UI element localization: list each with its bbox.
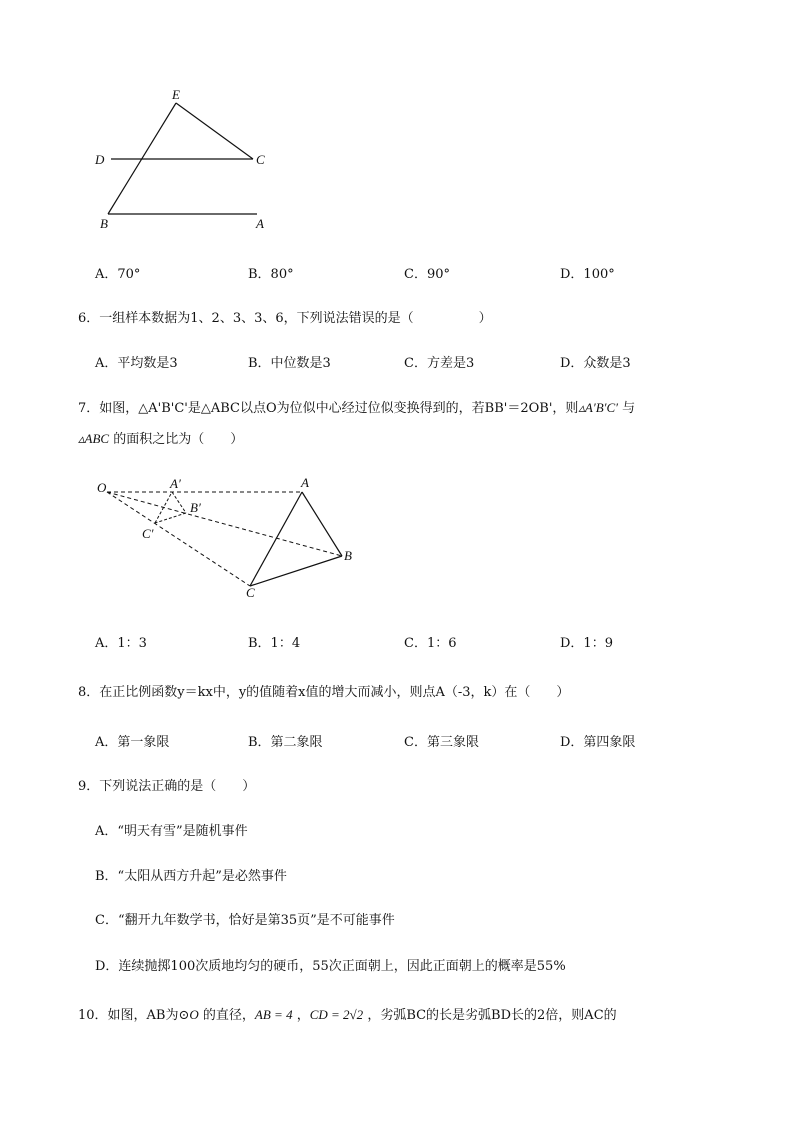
- dash-o-c: [107, 492, 250, 586]
- q5-option-c[interactable]: C．90°: [404, 267, 450, 282]
- label-b-prime: B′: [190, 500, 201, 515]
- label-c: C: [246, 585, 255, 600]
- q7-option-d[interactable]: D．1：9: [560, 636, 613, 651]
- q8-option-a[interactable]: A．第一象限: [95, 735, 170, 750]
- figure-parallel-lines: [0, 0, 794, 240]
- label-a: A: [301, 475, 309, 490]
- dash-o-b: [107, 492, 342, 556]
- q6-option-d[interactable]: D．众数是3: [560, 356, 631, 371]
- q10-circle-o: O: [189, 1007, 199, 1022]
- q8-option-b[interactable]: B．第二象限: [248, 735, 323, 750]
- q9-option-d[interactable]: D．连续抛掷100次质地均匀的硬币，55次正面朝上，因此正面朝上的概率是55%: [95, 959, 566, 974]
- q7-stem-line2: [78, 428, 243, 447]
- q7-stem-line1: [78, 397, 635, 416]
- q10-stem-text-d: ，劣弧BC的长是劣弧BD长的2倍，则AC的: [363, 1008, 617, 1023]
- figure-similarity: [0, 470, 794, 605]
- label-a: A: [256, 216, 264, 231]
- q9-option-c[interactable]: C．“翻开九年数学书，恰好是第35页”是不可能事件: [95, 913, 395, 928]
- q6-option-b[interactable]: B．中位数是3: [248, 356, 331, 371]
- q7-option-c[interactable]: C．1：6: [404, 636, 457, 651]
- q7-stem-text-b: 与: [618, 401, 636, 416]
- q6-option-c[interactable]: C．方差是3: [404, 356, 475, 371]
- label-b: B: [100, 216, 108, 231]
- q5-option-b[interactable]: B．80°: [248, 267, 294, 282]
- q8-option-c[interactable]: C．第三象限: [404, 735, 479, 750]
- q6-option-a[interactable]: A．平均数是3: [95, 356, 178, 371]
- q7-option-b[interactable]: B．1：4: [248, 636, 301, 651]
- dash-b1-c1: [155, 513, 186, 523]
- segment-ec: [176, 103, 253, 159]
- q5-option-d[interactable]: D．100°: [560, 267, 615, 282]
- q10-math-ab: AB = 4: [254, 1007, 293, 1022]
- label-e: E: [172, 87, 180, 102]
- label-c-prime: C′: [142, 526, 154, 541]
- side-ab: [302, 492, 342, 556]
- q10-stem: [78, 1004, 617, 1023]
- q8-option-d[interactable]: D．第四象限: [560, 735, 636, 750]
- q9-stem: 9．下列说法正确的是（ ）: [78, 779, 256, 794]
- q9-option-a[interactable]: A．“明天有雪”是随机事件: [95, 824, 248, 839]
- q10-stem-text-a: 10．如图，AB为⊙: [78, 1008, 190, 1023]
- label-o: O: [97, 480, 107, 495]
- label-b: B: [344, 548, 352, 563]
- q10-stem-text-b: 的直径，: [198, 1008, 255, 1023]
- q7-option-a[interactable]: A．1：3: [95, 636, 147, 651]
- q7-stem-text-c: 的面积之比为（ ）: [109, 432, 244, 447]
- q10-stem-text-c: ，: [292, 1008, 310, 1023]
- q7-stem-text: 7．如图，△A'B'C'是△ABC以点O为位似中心经过位似变换得到的，若BB'＝2OB'，则: [78, 401, 579, 416]
- q6-stem: 6．一组样本数据为1、2、3、3、6，下列说法错误的是（ ）: [78, 311, 492, 326]
- label-d: D: [95, 152, 105, 167]
- q9-option-b[interactable]: B．“太阳从西方升起”是必然事件: [95, 869, 287, 884]
- q10-math-cd: CD = 2√2: [309, 1007, 364, 1022]
- label-c: C: [256, 152, 265, 167]
- q8-stem: 8．在正比例函数y＝kx中，y的值随着x值的增大而减小，则点A（-3，k）在（ ）: [78, 685, 570, 700]
- dash-a1-b1: [172, 492, 186, 513]
- q5-option-a[interactable]: A．70°: [95, 267, 141, 282]
- q7-triangle-image: ▵A′B′C′: [578, 400, 619, 415]
- label-a-prime: A′: [170, 476, 181, 491]
- q7-triangle-original: ▵ABC: [78, 431, 110, 446]
